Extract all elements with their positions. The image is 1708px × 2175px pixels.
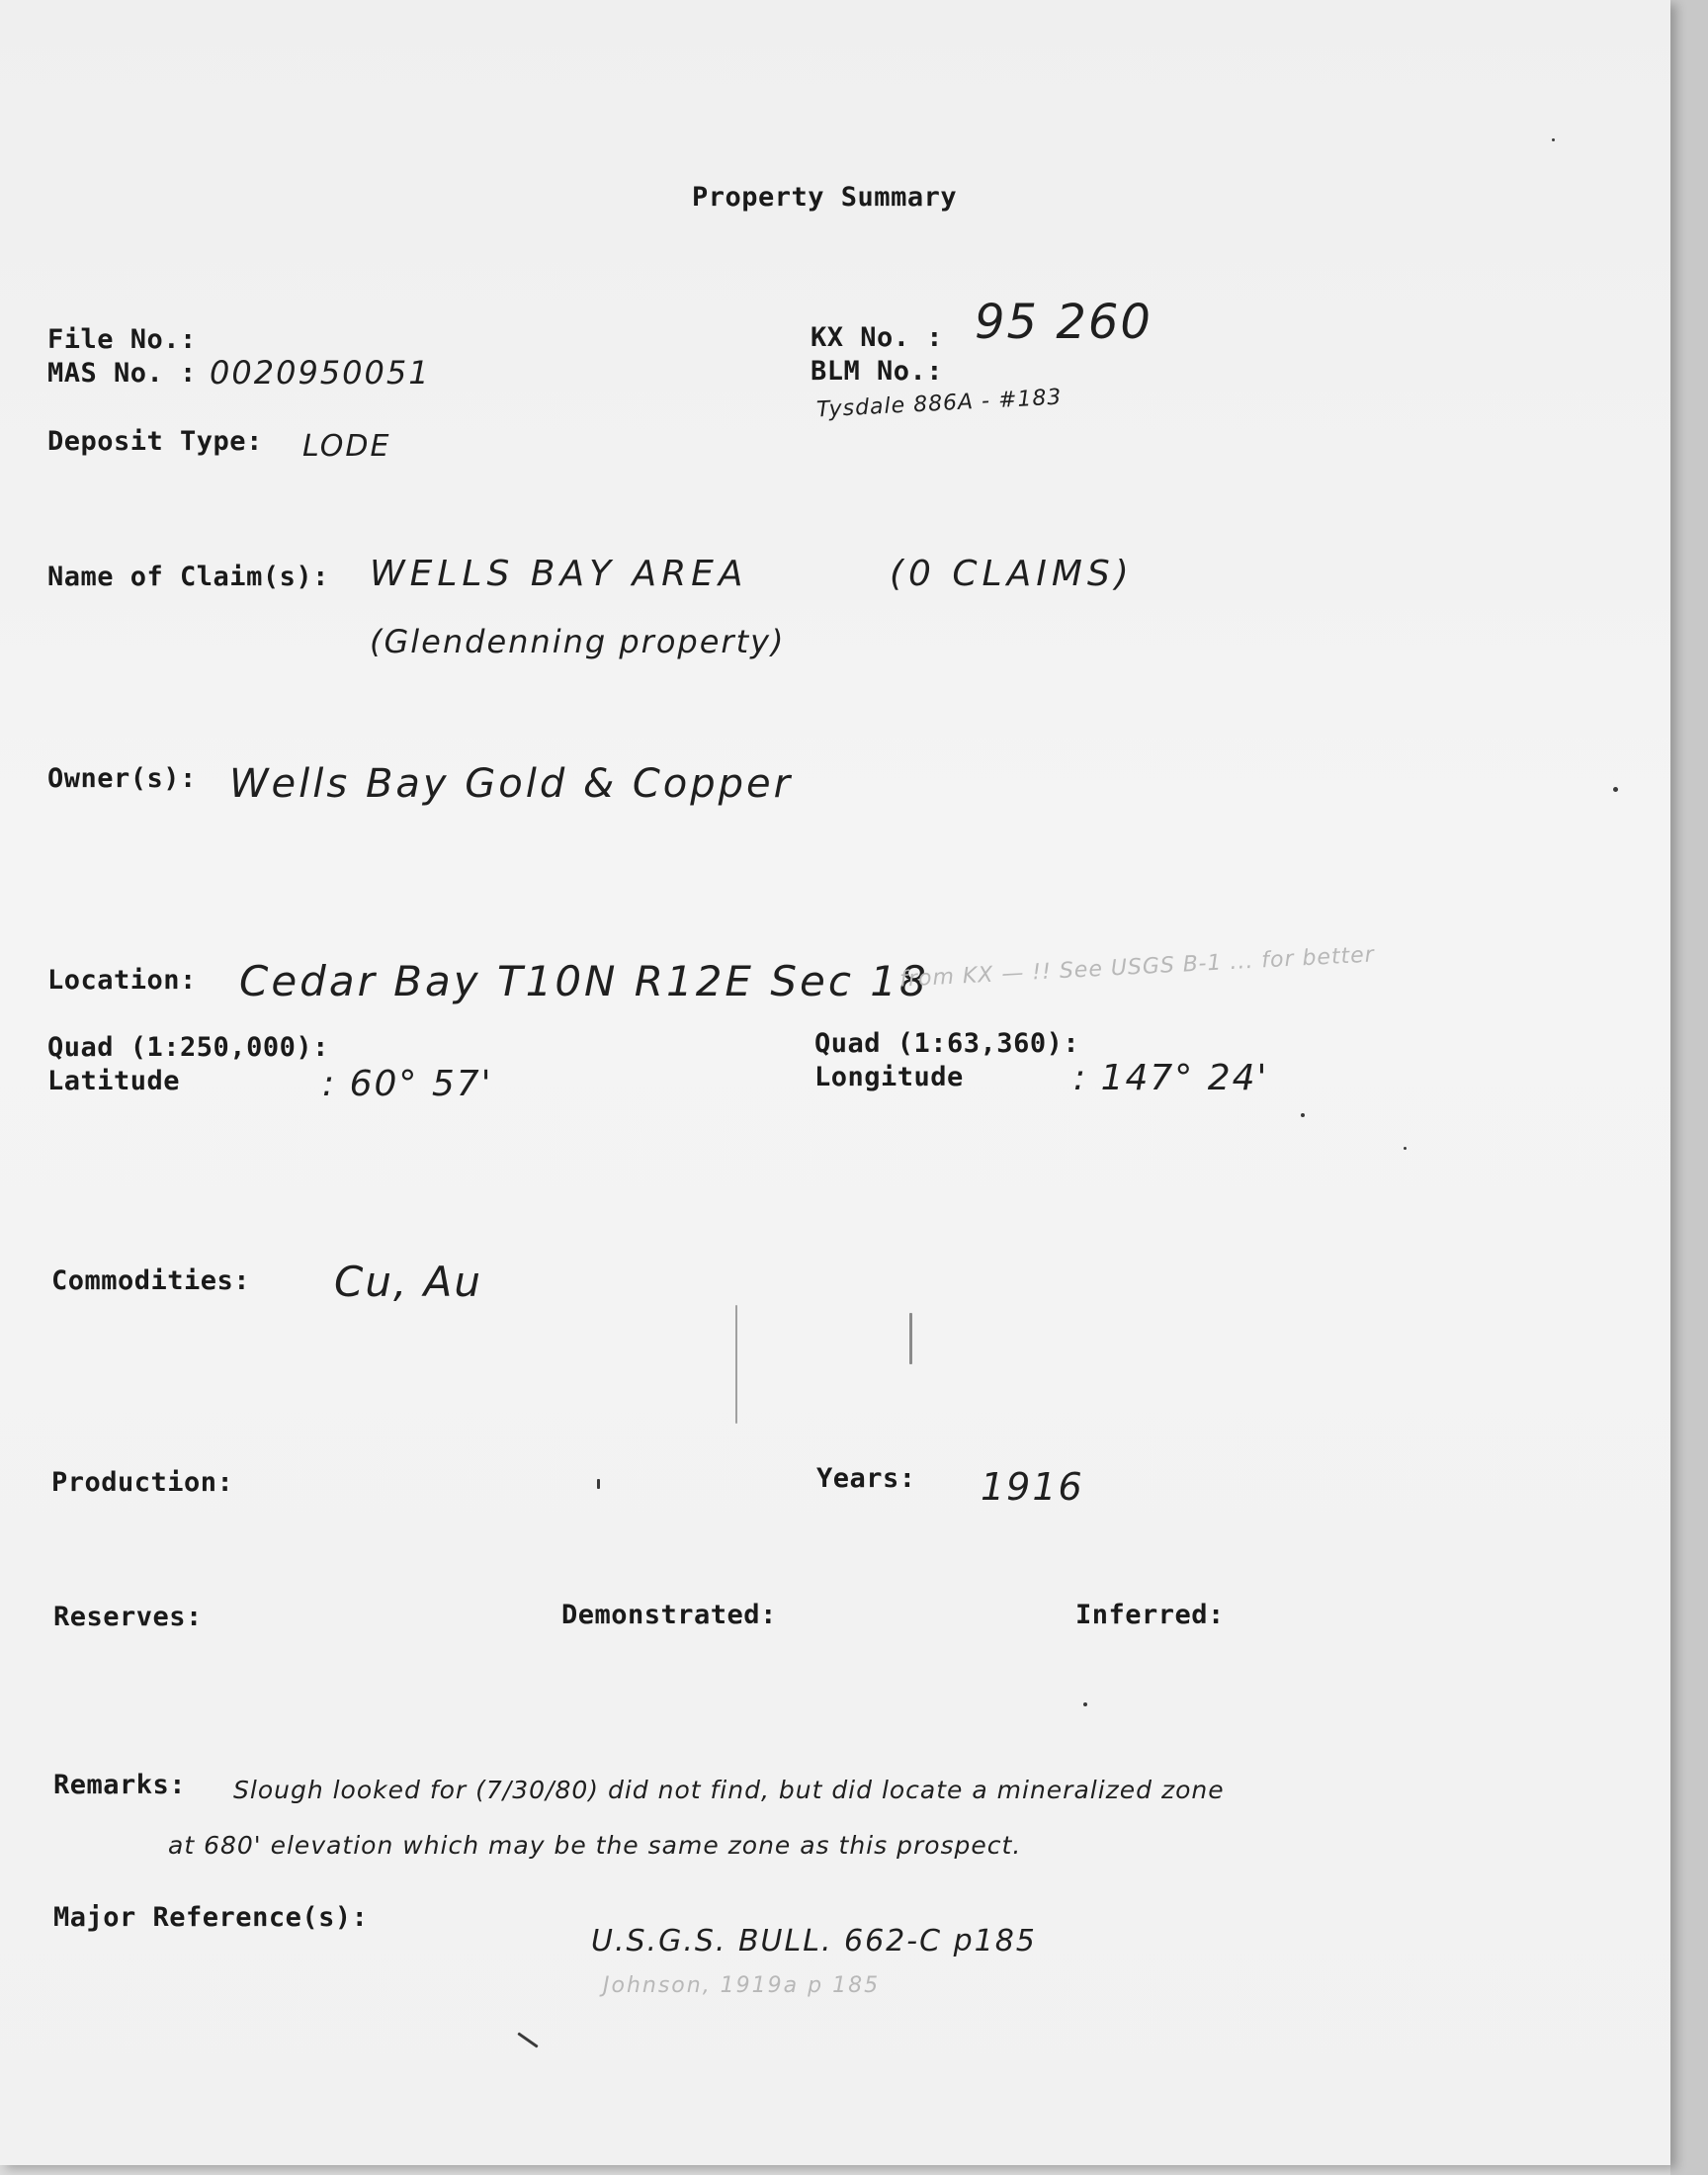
location-faint-note: from KX — !! See USGS B-1 ... for better xyxy=(898,942,1376,993)
scan-speck xyxy=(517,2032,538,2047)
remarks-line-1: Slough looked for (7/30/80) did not find, but did locate a mineralized zone xyxy=(233,1776,1225,1804)
demonstrated-label: Demonstrated: xyxy=(561,1600,777,1630)
kx-no-value: 95 260 xyxy=(975,295,1153,350)
latitude-value: : 60° 57' xyxy=(322,1064,493,1104)
years-value: 1916 xyxy=(981,1465,1084,1509)
reference-value: U.S.G.S. BULL. 662-C p185 xyxy=(591,1924,1037,1958)
page-title: Property Summary xyxy=(692,182,958,213)
scan-speck xyxy=(1083,1702,1087,1706)
deposit-type-label: Deposit Type: xyxy=(47,426,263,457)
blm-no-label: BLM No.: xyxy=(811,356,944,387)
inferred-label: Inferred: xyxy=(1075,1600,1225,1630)
remarks-label: Remarks: xyxy=(53,1770,187,1800)
location-label: Location: xyxy=(47,965,197,996)
scan-streak xyxy=(909,1313,912,1364)
claim-note: (Glendenning property) xyxy=(370,623,786,660)
quad-63-label: Quad (1:63,360): xyxy=(814,1028,1080,1059)
page-edge xyxy=(1670,0,1708,2175)
longitude-label: Longitude xyxy=(814,1062,964,1092)
owner-value: Wells Bay Gold & Copper xyxy=(229,761,794,807)
commodities-label: Commodities: xyxy=(51,1265,251,1296)
longitude-value: : 147° 24' xyxy=(1073,1058,1269,1098)
quad-250-label: Quad (1:250,000): xyxy=(47,1032,329,1063)
scan-speck xyxy=(1301,1113,1305,1117)
years-label: Years: xyxy=(816,1463,916,1494)
production-label: Production: xyxy=(51,1467,234,1498)
reference-faint-note: Johnson, 1919a p 185 xyxy=(603,1973,881,1998)
scan-streak xyxy=(735,1305,737,1424)
scan-speck xyxy=(597,1479,600,1489)
location-value: Cedar Bay T10N R12E Sec 18 xyxy=(239,957,929,1005)
scan-speck xyxy=(1552,138,1555,141)
scan-speck xyxy=(1613,787,1618,792)
deposit-type-value: LODE xyxy=(302,429,391,464)
reserves-label: Reserves: xyxy=(53,1602,203,1632)
reference-label: Major Reference(s): xyxy=(53,1902,369,1933)
commodities-value: Cu, Au xyxy=(334,1258,482,1306)
remarks-line-2: at 680' elevation which may be the same zone as this prospect. xyxy=(168,1831,1022,1860)
owner-label: Owner(s): xyxy=(47,763,197,794)
scan-speck xyxy=(1404,1147,1407,1150)
claim-count: (0 CLAIMS) xyxy=(890,554,1134,594)
blm-no-note: Tysdale 886A - #183 xyxy=(815,385,1063,423)
mas-no-value: 0020950051 xyxy=(210,354,431,392)
claim-value: WELLS BAY AREA xyxy=(370,554,748,594)
file-no-label: File No.: xyxy=(47,324,197,355)
kx-no-label: KX No. : xyxy=(811,322,944,353)
mas-no-label: MAS No. : xyxy=(47,358,197,389)
claim-label: Name of Claim(s): xyxy=(47,562,329,592)
latitude-label: Latitude xyxy=(47,1066,181,1096)
